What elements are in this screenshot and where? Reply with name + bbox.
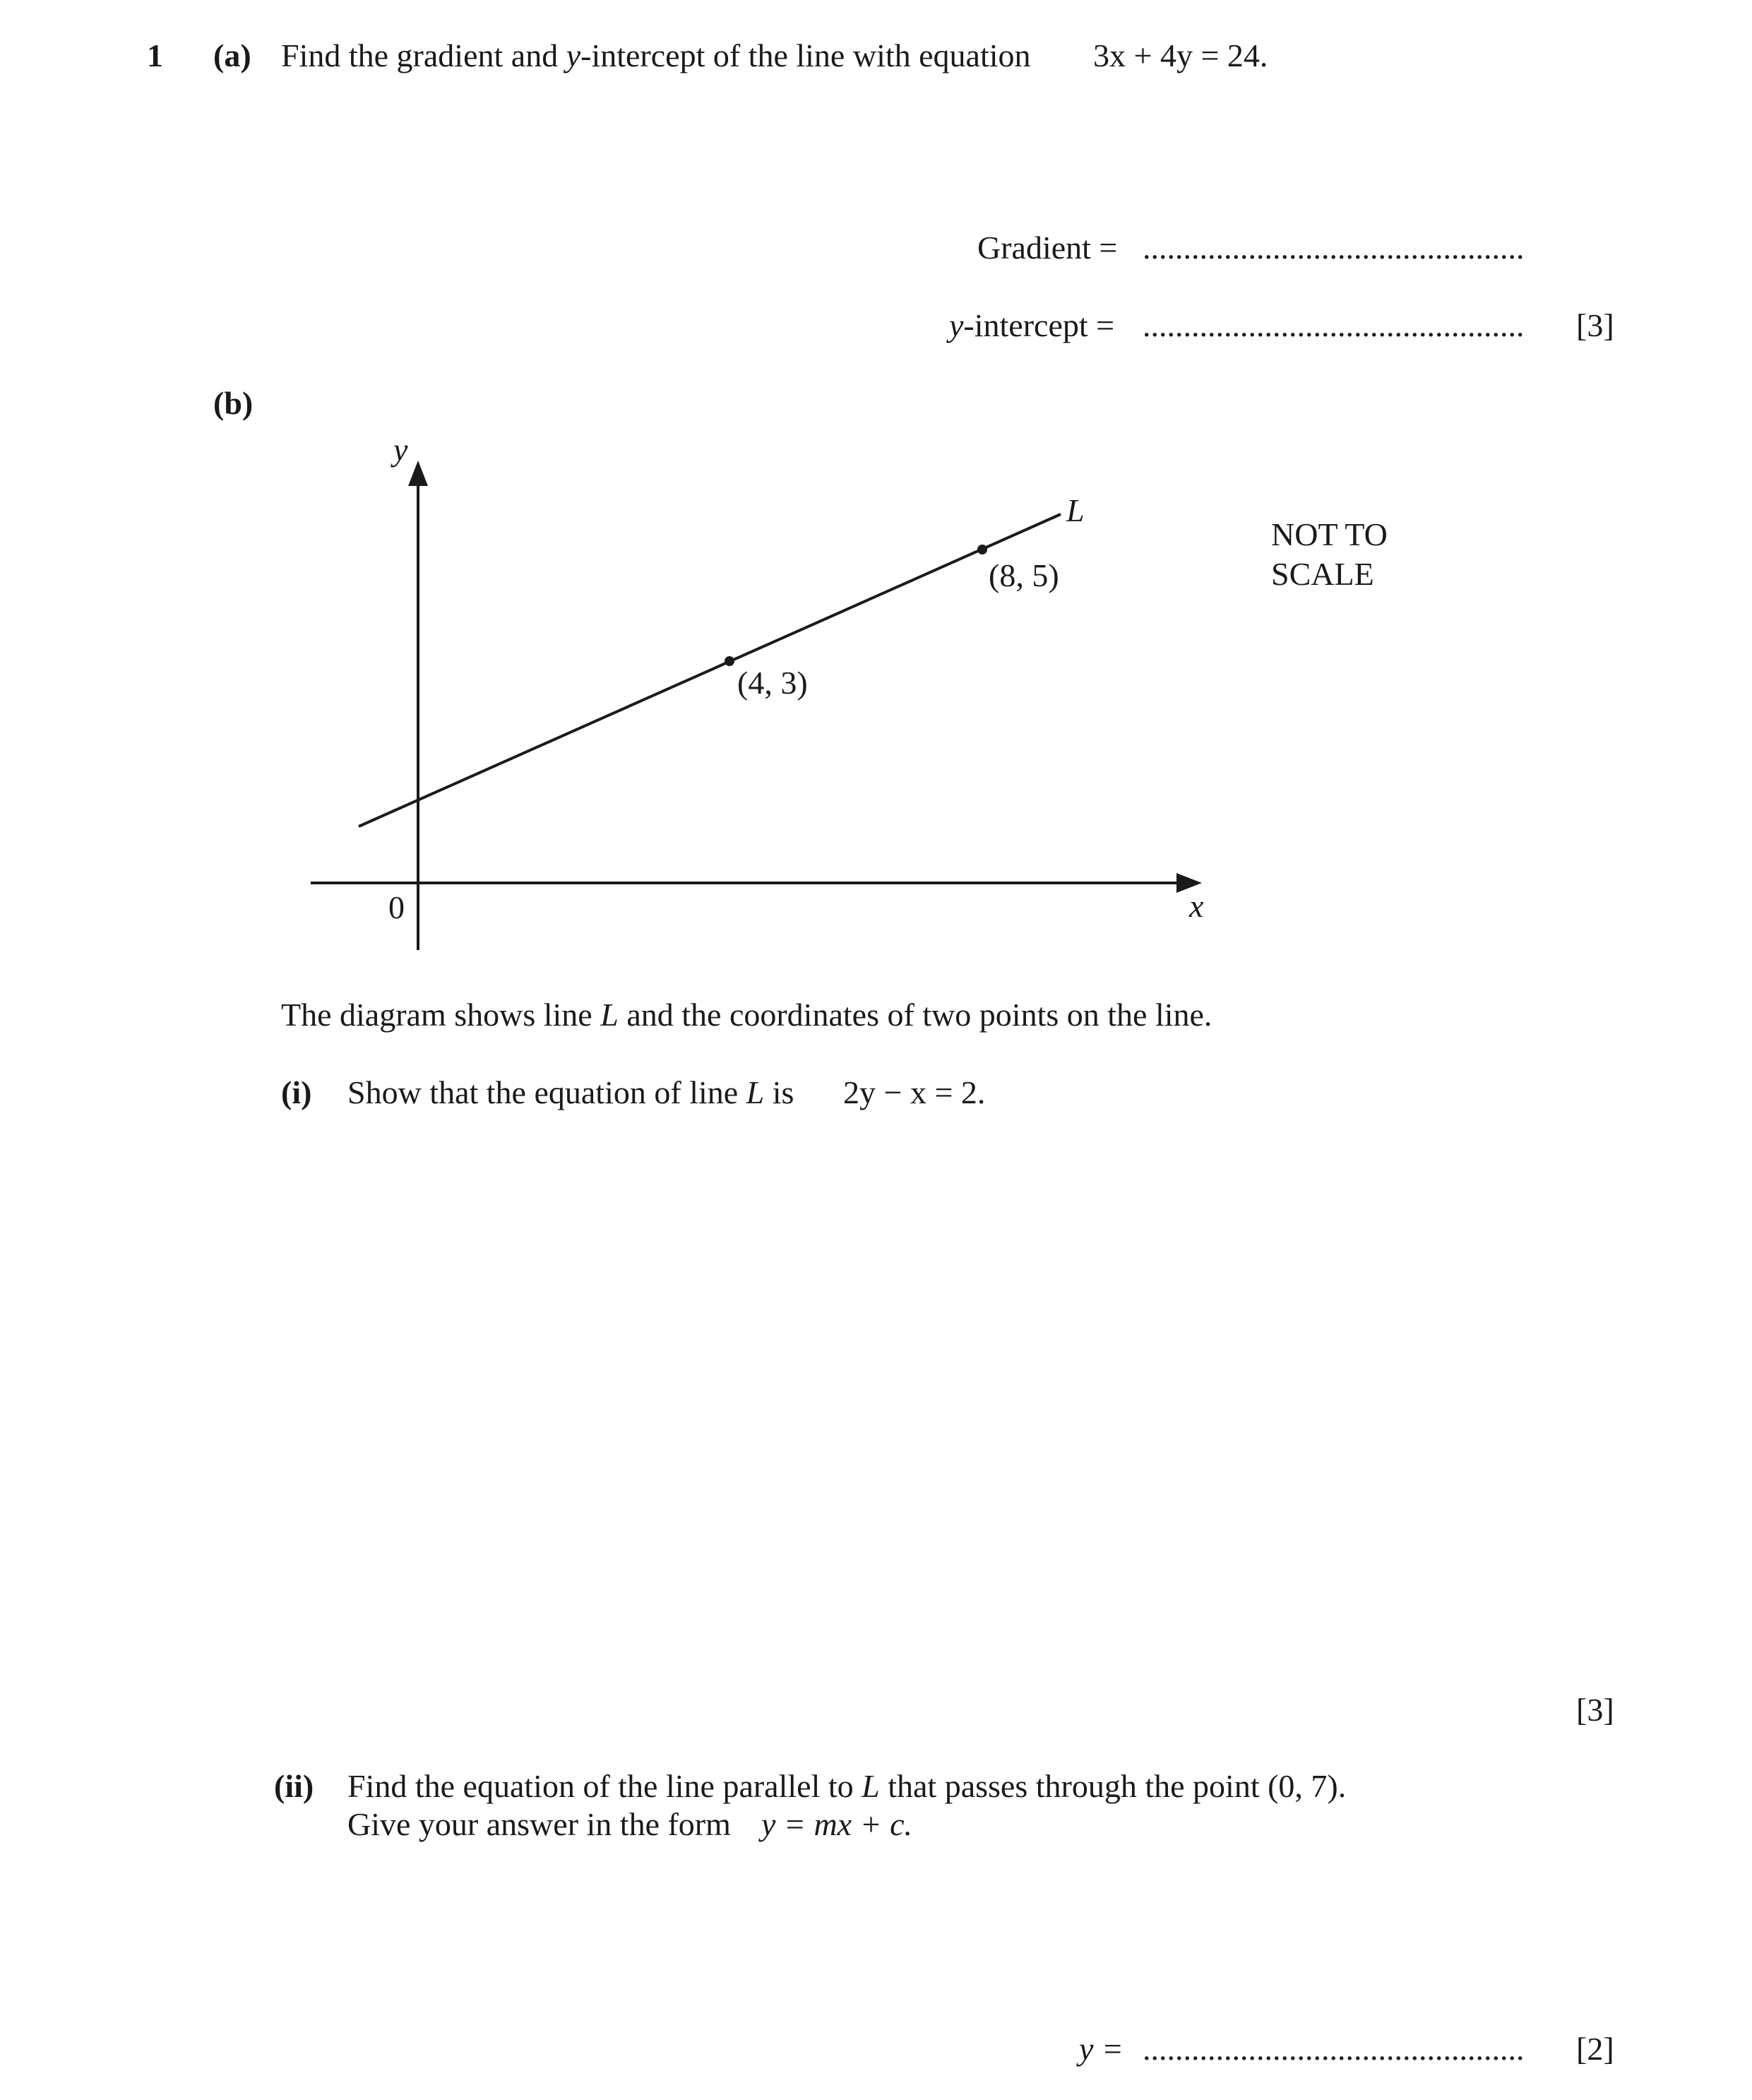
part-ii-working-space[interactable] [281, 1851, 1552, 2027]
y-axis-label: y [393, 432, 408, 468]
not-to-scale-line-2: SCALE [1271, 556, 1374, 592]
not-to-scale-line-1: NOT TO [1271, 516, 1388, 552]
origin-label: 0 [388, 889, 405, 925]
part-ii-form: y = mx + c. [761, 1806, 913, 1842]
part-ii-answer-dots[interactable]: ............................................... [1143, 2031, 1525, 2067]
part-ii-line-1 [347, 1770, 1346, 1803]
yintercept-answer-dots[interactable]: ............................................... [1143, 307, 1525, 343]
part-a-text-y: y [566, 37, 581, 73]
part-ii-text-1a: Find the equation of the line parallel to [347, 1768, 862, 1804]
part-i-marks: [3] [1576, 1692, 1614, 1728]
x-axis-label: x [1189, 888, 1204, 924]
part-ii-text-L: L [862, 1768, 880, 1804]
point-2-label: (8, 5) [989, 557, 1059, 593]
yintercept-label-rest: -intercept = [963, 307, 1115, 343]
part-a-equation: 3x + 4y = 24. [1093, 37, 1268, 73]
y-axis-arrow [408, 461, 428, 486]
part-a-label: (a) [213, 37, 251, 73]
part-ii-text-1b: that passes through the point (0, 7). [879, 1768, 1347, 1804]
part-ii-line-2: Give your answer in the form [347, 1806, 731, 1842]
part-ii-label: (ii) [274, 1768, 314, 1804]
part-i-text-L: L [746, 1074, 765, 1110]
part-i-working-space[interactable] [281, 1123, 1552, 1674]
intro-text-2: and the coordinates of two points on the line. [618, 997, 1212, 1033]
point-4-3 [725, 656, 734, 666]
part-i-text-2: is [764, 1074, 794, 1110]
part-a-text-2: -intercept of the line with equation [580, 37, 1031, 73]
yintercept-label-y: y [949, 307, 964, 343]
part-i-question [347, 1076, 794, 1109]
part-i-label: (i) [281, 1074, 312, 1110]
point-1-label: (4, 3) [737, 665, 808, 701]
question-number: 1 [147, 37, 163, 73]
part-ii-marks: [2] [1576, 2031, 1614, 2067]
line-L-label: L [1066, 492, 1085, 528]
part-b-label: (b) [213, 385, 254, 421]
line-diagram [0, 0, 1752, 989]
gradient-answer-dots[interactable]: ............................................... [1143, 230, 1525, 266]
part-a-marks: [3] [1576, 307, 1614, 343]
part-i-equation: 2y − x = 2. [843, 1074, 986, 1110]
point-8-5 [977, 545, 987, 554]
line-L [359, 514, 1061, 826]
part-b-intro [281, 999, 1212, 1031]
intro-text-1: The diagram shows line [281, 997, 601, 1033]
gradient-label: Gradient = [977, 230, 1118, 266]
intro-text-L: L [600, 997, 619, 1033]
part-a-text-1: Find the gradient and [281, 37, 566, 73]
part-i-text-1: Show that the equation of line [347, 1074, 746, 1110]
part-ii-answer-label: y = [1079, 2031, 1124, 2067]
